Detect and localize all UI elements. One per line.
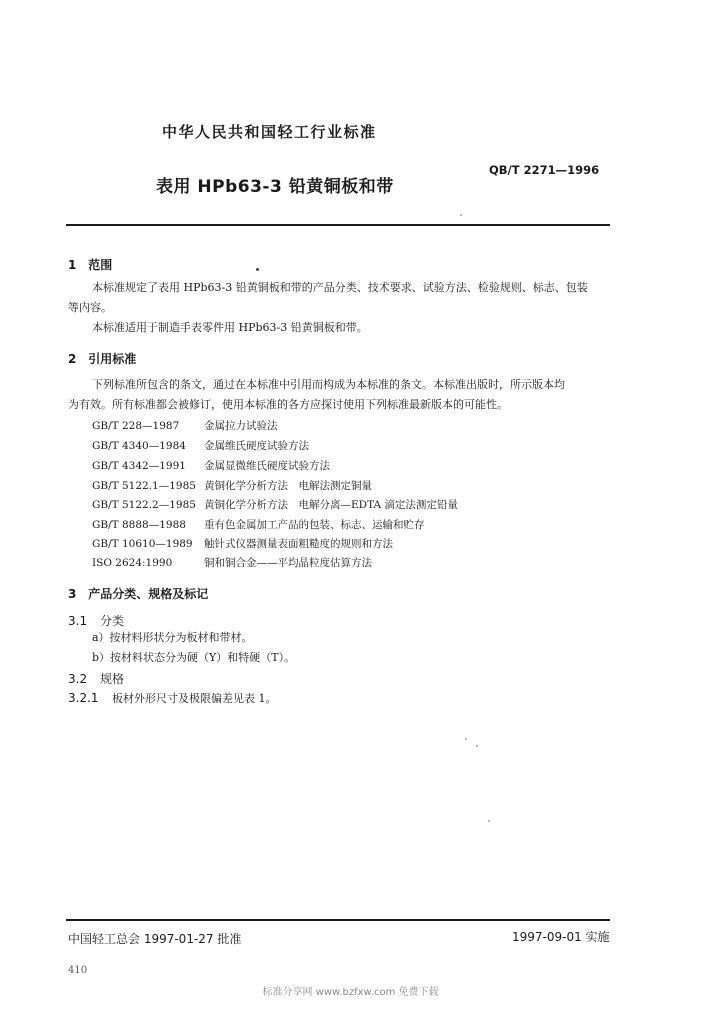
reference-item [92, 555, 372, 570]
reference-title: 黄铜化学分析方法 电解法测定铜量 [204, 480, 372, 492]
reference-item [92, 438, 309, 453]
scope-para-2: 本标准适用于制造手表零件用 HPb63-3 铅黄铜板和带。 [92, 321, 368, 334]
section-title: 引用标准 [88, 352, 137, 366]
subsection-3-1-heading [68, 612, 124, 629]
scan-speck [256, 268, 259, 271]
reference-code: ISO 2624:1990 [92, 557, 173, 569]
reference-code: GB/T 228—1987 [92, 420, 180, 432]
section-number: 3 [68, 587, 77, 601]
clause-3-2-1 [68, 690, 277, 706]
reference-title: 金属显微维氏硬度试验方法 [204, 460, 330, 472]
reference-item [92, 517, 425, 532]
subsection-number: 3.1 [68, 614, 88, 628]
reference-title: 金属拉力试验法 [204, 420, 278, 432]
reference-title: 金属维氏硬度试验方法 [204, 440, 309, 452]
clause-number: 3.2.1 [68, 691, 99, 705]
scan-speck [460, 214, 462, 216]
reference-item [92, 418, 278, 433]
reference-code: GB/T 10610—1989 [92, 538, 193, 550]
watermark: 标准分享网 www.bzfxw.com 免费下载 [262, 987, 439, 998]
section-1-heading [68, 256, 112, 273]
subsection-title: 分类 [100, 614, 125, 628]
header-divider [66, 224, 610, 226]
scan-speck [488, 820, 490, 822]
section-title: 产品分类、规格及标记 [88, 587, 209, 601]
classification-item-a: a）按材料形状分为板材和带材。 [92, 631, 253, 644]
scope-para-1-line-1: 本标准规定了表用 HPb63-3 铅黄铜板和带的产品分类、技术要求、试验方法、检验规则、标志、包装 [92, 281, 588, 294]
reference-code: GB/T 5122.2—1985 [92, 499, 196, 511]
issuing-organization: 中华人民共和国轻工行业标准 [162, 123, 377, 141]
footer-divider [66, 919, 610, 921]
reference-item [92, 458, 330, 473]
reference-code: GB/T 8888—1988 [92, 519, 186, 531]
scope-para-1-line-2: 等内容。 [68, 301, 112, 314]
subsection-title: 规格 [100, 672, 125, 686]
page-number: 410 [68, 965, 88, 976]
subsection-number: 3.2 [68, 672, 88, 686]
scan-speck [476, 745, 478, 747]
approval-line: 中国轻工总会 1997-01-27 批准 [68, 932, 242, 946]
reference-code: GB/T 5122.1—1985 [92, 480, 196, 492]
scan-speck [465, 738, 467, 740]
reference-item [92, 478, 372, 493]
section-title: 范围 [88, 258, 113, 272]
section-number: 1 [68, 258, 77, 272]
reference-item [92, 536, 393, 551]
references-intro-line-1: 下列标准所包含的条文，通过在本标准中引用而构成为本标准的条文。本标准出版时，所示版本均 [92, 378, 565, 391]
reference-code: GB/T 4342—1991 [92, 460, 186, 472]
implementation-date: 1997-09-01 实施 [512, 930, 610, 944]
section-3-heading [68, 585, 208, 602]
references-intro-line-2: 为有效。所有标准都会被修订，使用本标准的各方应探讨使用下列标准最新版本的可能性。 [68, 398, 508, 411]
reference-title: 触针式仪器测量表面粗糙度的规则和方法 [204, 538, 393, 550]
reference-title: 重有色金属加工产品的包装、标志、运输和贮存 [204, 519, 425, 531]
subsection-3-2-heading [68, 670, 124, 687]
classification-item-b: b）按材料状态分为硬（Y）和特硬（T）。 [92, 651, 296, 664]
reference-code: GB/T 4340—1984 [92, 440, 186, 452]
document-title: 表用 HPb63-3 铅黄铜板和带 [156, 177, 394, 197]
reference-item [92, 497, 458, 512]
standard-code: QB/T 2271—1996 [489, 163, 600, 177]
reference-title: 黄铜化学分析方法 电解分离—EDTA 滴定法测定铅量 [204, 499, 458, 511]
reference-title: 铜和铜合金——平均晶粒度估算方法 [204, 557, 372, 569]
clause-text: 板材外形尺寸及极限偏差见表 1。 [112, 692, 277, 705]
section-2-heading [68, 350, 136, 367]
section-number: 2 [68, 352, 77, 366]
